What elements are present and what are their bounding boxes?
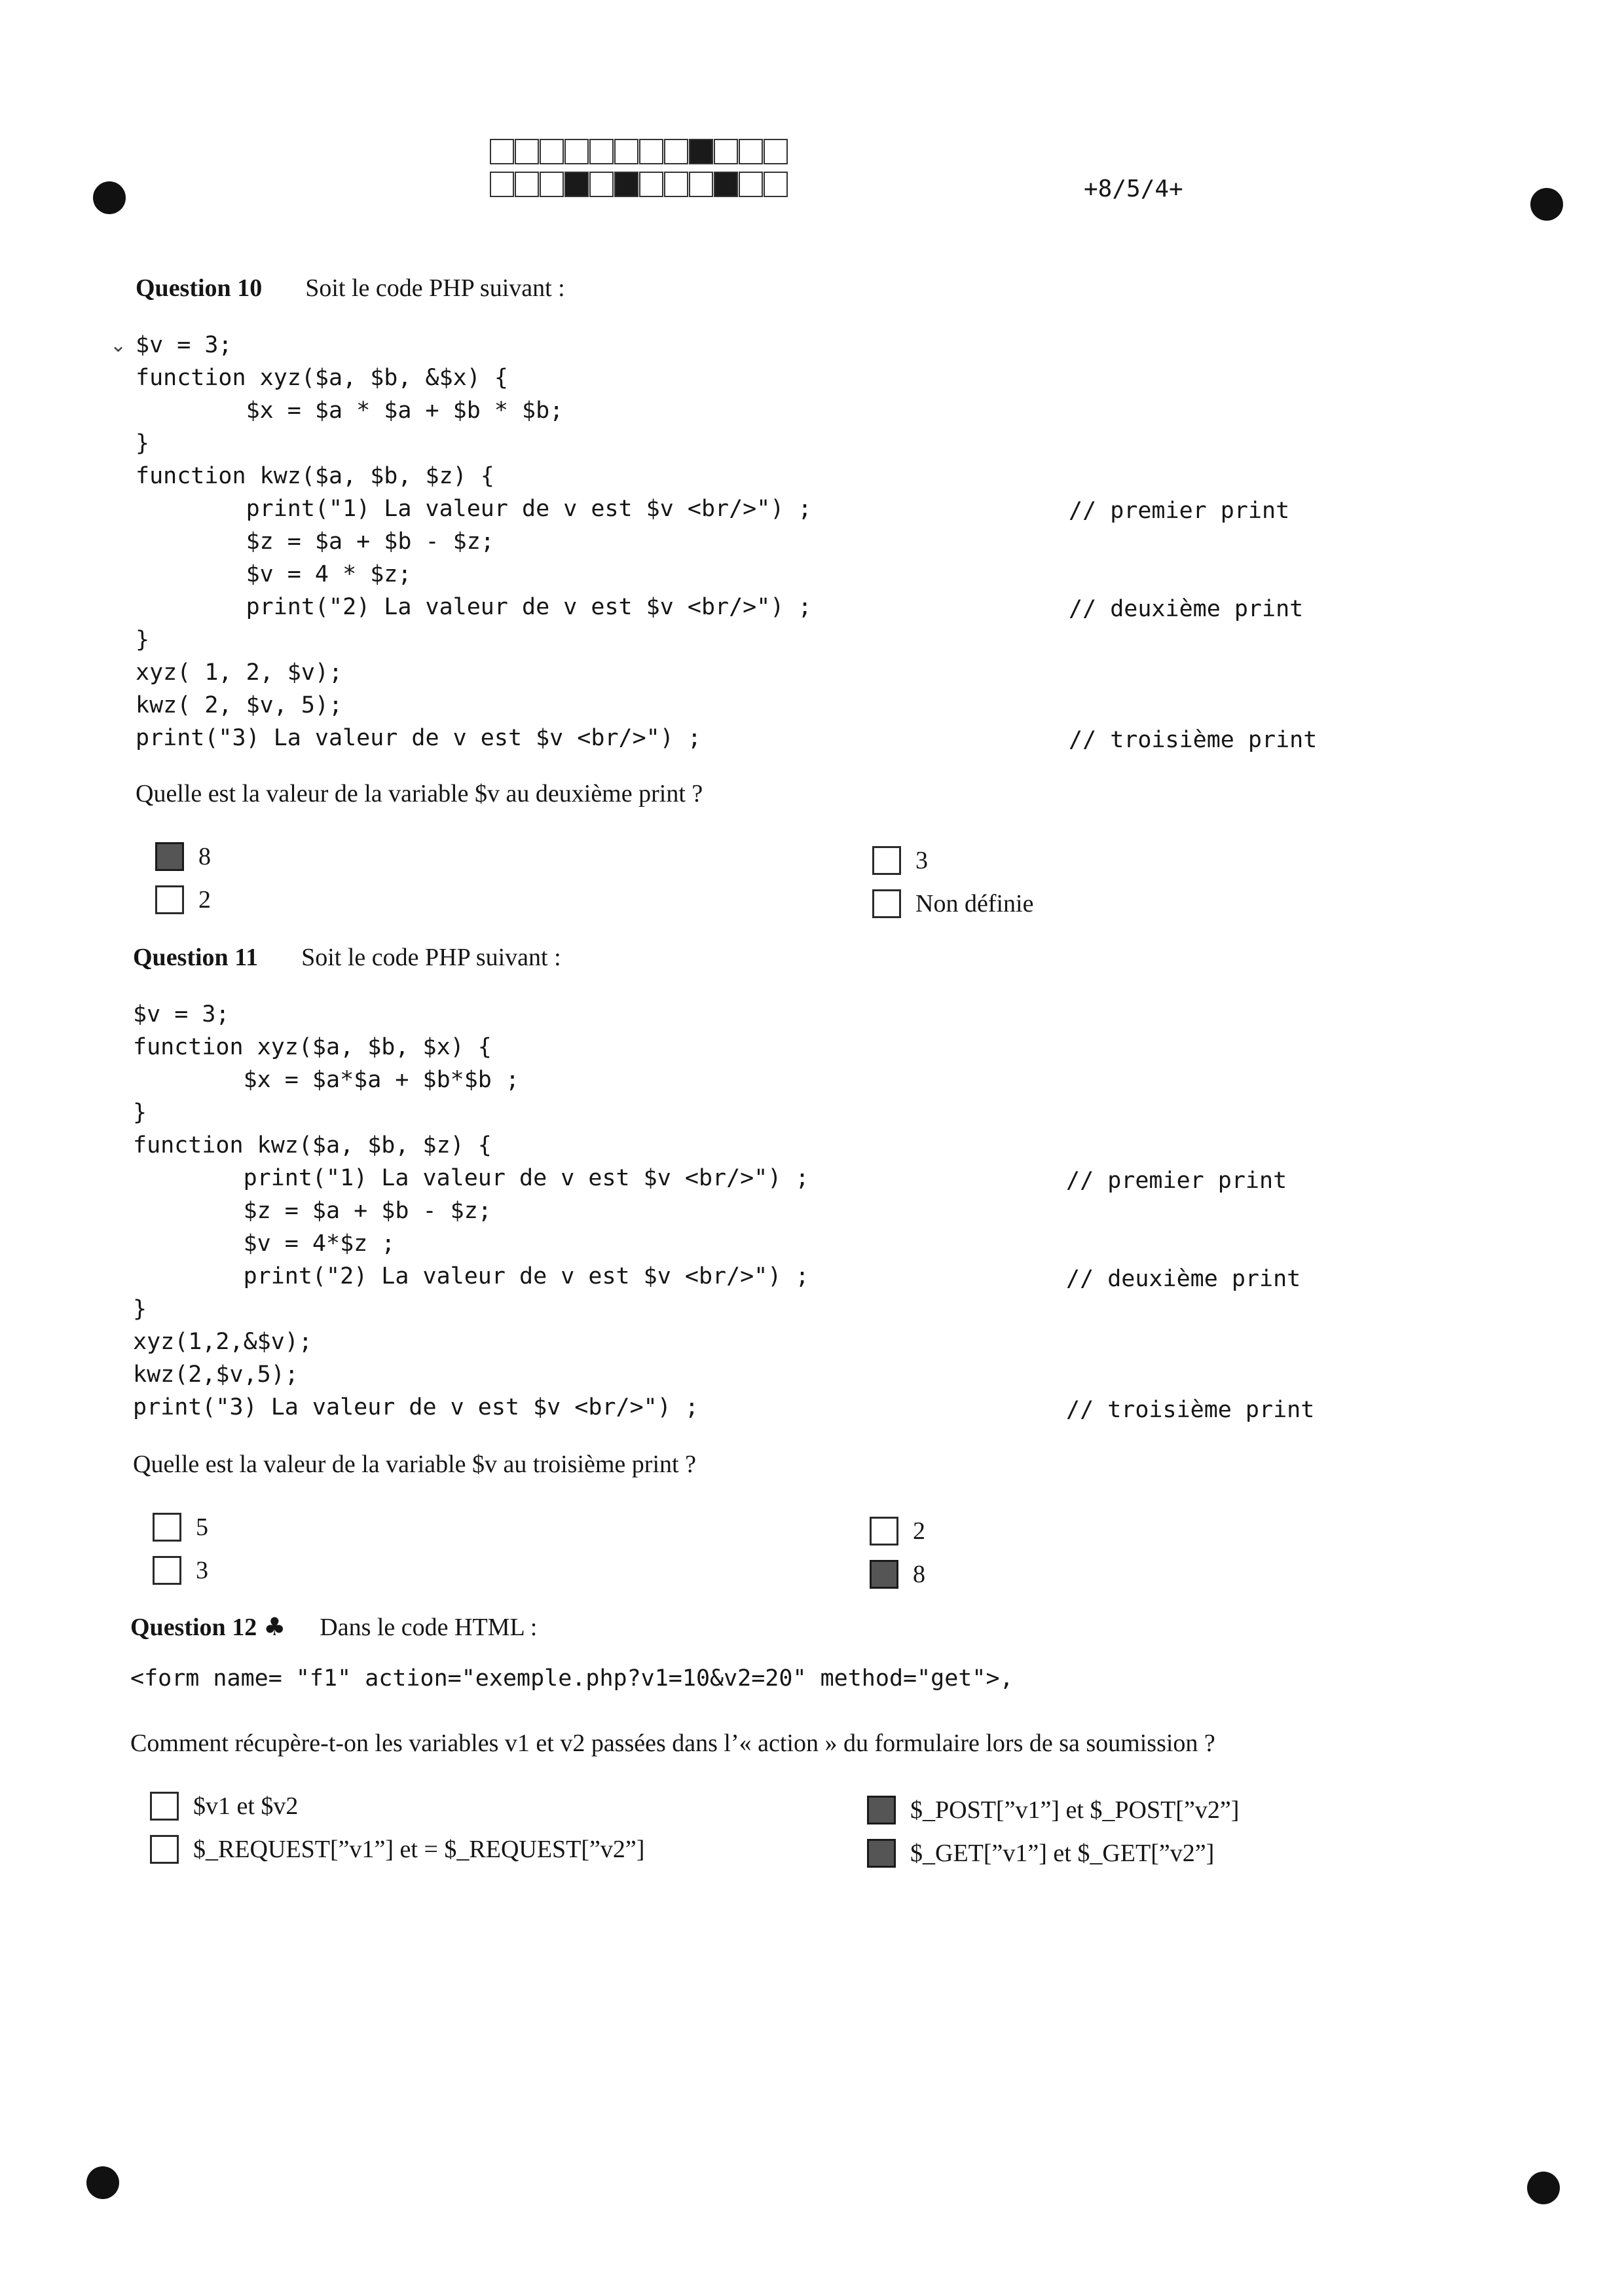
option-label: $_REQUEST[”v1”] et = $_REQUEST[”v2”] — [193, 1836, 645, 1863]
question-12-option-c[interactable] — [867, 1796, 1239, 1824]
option-label: 8 — [198, 843, 211, 870]
question-12-prompt: Comment récupère-t-on les variables v1 et v2 passées dans l’« action » du formulaire lors de sa soumission ? — [130, 1730, 1215, 1757]
option-label: 3 — [915, 847, 928, 874]
checkbox[interactable] — [870, 1517, 898, 1546]
question-12-code: <form name= "f1" action="exemple.php?v1=10&v2=20" method="get">, — [130, 1665, 1014, 1692]
question-11-comment-2: // deuxième print — [1066, 1266, 1301, 1292]
page-id-barcode-row-2 — [490, 172, 788, 197]
question-10-prompt: Quelle est la valeur de la variable $v au deuxième print ? — [136, 780, 703, 807]
question-10-option-d[interactable] — [872, 889, 1033, 918]
option-label: $v1 et $v2 — [193, 1792, 299, 1820]
question-11-comment-1: // premier print — [1066, 1168, 1287, 1194]
checkbox[interactable] — [872, 889, 901, 918]
option-label: Non définie — [915, 890, 1034, 917]
question-10-comment-3: // troisième print — [1069, 727, 1318, 753]
registration-mark-top-left — [93, 181, 126, 214]
question-12-intro: Dans le code HTML : — [320, 1614, 538, 1641]
question-11-option-b[interactable] — [153, 1556, 208, 1585]
question-11-comment-3: // troisième print — [1066, 1397, 1315, 1423]
question-11-prompt: Quelle est la valeur de la variable $v au troisième print ? — [133, 1451, 696, 1478]
question-10-code: $v = 3; function xyz($a, $b, &$x) { $x = $a * $a + $b * $b; } function kwz($a, $b, $z) { print("1) La valeur de v est $v <br/>") ; $z = $a + $b - $z; $v = 4 * $z; print("2) La valeur de v est $v <br/>") ; } xyz( 1, 2, $v); kwz( 2, $v, 5); print("3) La valeur de v est $v <br/>") ; — [136, 332, 812, 751]
question-12-option-b[interactable] — [150, 1835, 644, 1864]
checkbox[interactable] — [153, 1556, 181, 1585]
question-12-label: Question 12 — [130, 1614, 257, 1641]
option-label: $_POST[”v1”] et $_POST[”v2”] — [910, 1796, 1240, 1824]
checkbox[interactable] — [155, 885, 184, 914]
question-12-option-d[interactable] — [867, 1839, 1214, 1868]
question-11-title — [133, 943, 561, 972]
registration-mark-bottom-left — [86, 2166, 119, 2199]
checkbox[interactable] — [153, 1513, 181, 1542]
question-10-comment-2: // deuxième print — [1069, 596, 1304, 622]
check-tick: ⌄ — [110, 335, 127, 356]
question-10-option-c[interactable] — [872, 846, 928, 875]
registration-mark-bottom-right — [1527, 2172, 1560, 2204]
question-10-label: Question 10 — [136, 274, 263, 302]
question-11-label: Question 11 — [133, 944, 259, 971]
option-label: 2 — [913, 1517, 925, 1545]
question-11-code: $v = 3; function xyz($a, $b, $x) { $x = $a*$a + $b*$b ; } function kwz($a, $b, $z) { print("1) La valeur de v est $v <br/>") ; $z = $a + $b - $z; $v = 4*$z ; print("2) La valeur de v est $v <br/>") ; } xyz(1,2,&$v); kwz(2,$v,5); print("3) La valeur de v est $v <br/>") ; — [133, 1001, 809, 1420]
club-icon: ♣ — [263, 1612, 286, 1641]
question-10-option-b[interactable] — [155, 885, 211, 914]
option-label: $_GET[”v1”] et $_GET[”v2”] — [910, 1840, 1215, 1867]
registration-mark-top-right — [1530, 188, 1563, 221]
question-10-title — [136, 274, 565, 303]
option-label: 3 — [196, 1557, 208, 1584]
checkbox[interactable] — [872, 846, 901, 875]
checkbox[interactable] — [150, 1835, 179, 1864]
checkbox[interactable] — [155, 842, 184, 871]
question-10-comment-1: // premier print — [1069, 498, 1290, 524]
page-code: +8/5/4+ — [1084, 176, 1183, 202]
checkbox[interactable] — [870, 1560, 898, 1589]
checkbox[interactable] — [867, 1796, 896, 1824]
option-label: 5 — [196, 1513, 208, 1541]
question-11-intro: Soit le code PHP suivant : — [301, 944, 561, 971]
page-id-barcode-row-1 — [490, 139, 788, 164]
question-10-option-a[interactable] — [155, 842, 211, 871]
question-12-option-a[interactable] — [150, 1792, 298, 1821]
question-11-option-c[interactable] — [870, 1517, 925, 1546]
option-label: 2 — [198, 886, 211, 914]
question-11-option-a[interactable] — [153, 1513, 208, 1542]
question-12-title — [130, 1612, 537, 1642]
checkbox[interactable] — [150, 1792, 179, 1821]
option-label: 8 — [913, 1561, 925, 1588]
checkbox[interactable] — [867, 1839, 896, 1868]
question-11-option-d[interactable] — [870, 1560, 925, 1589]
question-10-intro: Soit le code PHP suivant : — [305, 274, 565, 302]
